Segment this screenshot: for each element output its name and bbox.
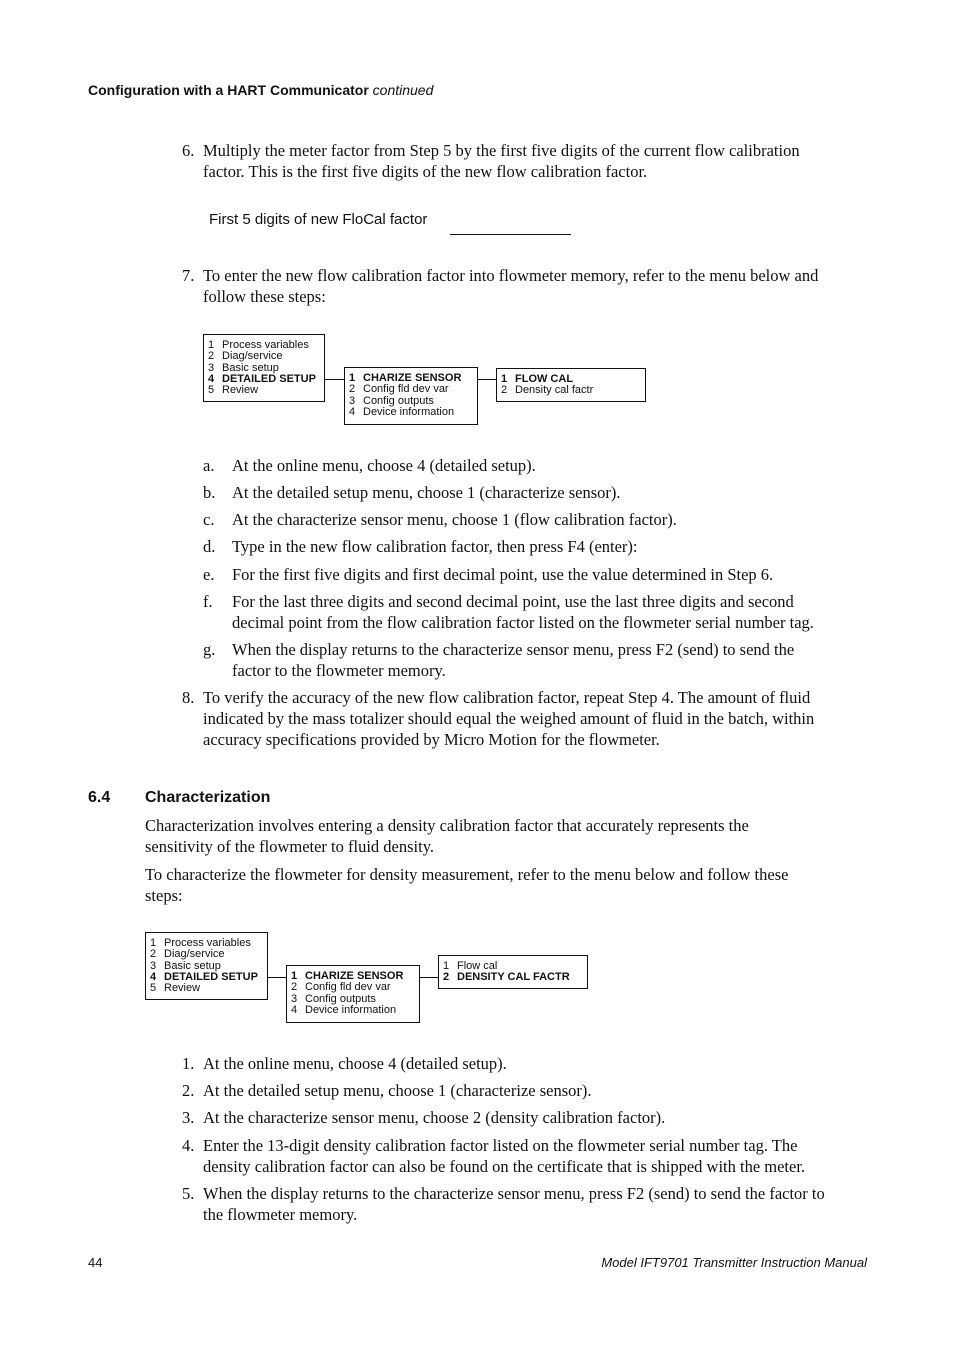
step-number: 4. <box>182 1136 195 1155</box>
step-line: factor. This is the first five digits of the new flow calibration factor. <box>203 162 648 181</box>
running-header <box>88 82 433 98</box>
detailed-setup-box <box>286 965 420 1023</box>
step-line: To enter the new flow calibration factor into flowmeter memory, refer to the menu below and <box>203 266 819 285</box>
substep-line: At the characterize sensor menu, choose 1 (flow calibration factor). <box>232 510 677 529</box>
step-number: 5. <box>182 1184 195 1203</box>
menu-item: 4 Device information <box>349 405 455 418</box>
menu-item: 2 Diag/service <box>208 350 283 363</box>
menu-item: 2 Diag/service <box>150 948 225 961</box>
menu-item: 3 Basic setup <box>208 361 279 374</box>
step-line: indicated by the mass totalizer should equal the weighed amount of fluid in the batch, within <box>203 709 815 728</box>
substep-line: At the detailed setup menu, choose 1 (characterize sensor). <box>232 483 621 502</box>
substep-line: When the display returns to the characterize sensor menu, press F2 (send) to send the <box>232 640 795 659</box>
menu-item-selected: 4 DETAILED SETUP <box>150 970 258 983</box>
menu-item-selected: 4 DETAILED SETUP <box>208 372 316 385</box>
menu-connector <box>420 977 438 978</box>
menu-item: 2 Config fld dev var <box>349 383 449 396</box>
menu-item-selected: 2 DENSITY CAL FACTR <box>443 971 570 984</box>
online-menu-box <box>145 932 268 1000</box>
online-menu-box <box>203 334 325 402</box>
step-number: 3. <box>182 1108 195 1127</box>
step-number: 7. <box>182 266 195 285</box>
menu-item-selected: 1 CHARIZE SENSOR <box>349 372 462 384</box>
manual-title: Model IFT9701 Transmitter Instruction Manual <box>601 1255 867 1270</box>
flocal-fill-label: First 5 digits of new FloCal factor <box>209 211 428 228</box>
substep-line: factor to the flowmeter memory. <box>232 661 446 680</box>
step-line: Multiply the meter factor from Step 5 by the first five digits of the current flow calibration <box>203 141 800 160</box>
menu-item: 3 Basic setup <box>150 959 221 972</box>
step-number: 2. <box>182 1081 195 1100</box>
step-number: 6. <box>182 141 195 160</box>
step-line: At the characterize sensor menu, choose 2 (density calibration factor). <box>203 1108 666 1127</box>
menu-item-selected: 1 FLOW CAL <box>501 373 574 385</box>
substep-line: At the online menu, choose 4 (detailed setup). <box>232 456 536 475</box>
substep-letter: a. <box>203 456 215 475</box>
detailed-setup-box <box>344 367 478 425</box>
substep-line: For the last three digits and second decimal point, use the last three digits and second <box>232 592 794 611</box>
section-title: Characterization <box>145 789 271 806</box>
step-line: To verify the accuracy of the new flow calibration factor, repeat Step 4. The amount of fluid <box>203 688 811 707</box>
paragraph-line: steps: <box>145 886 183 905</box>
substep-letter: g. <box>203 640 216 659</box>
menu-item: 2 Config fld dev var <box>291 981 391 994</box>
menu-item: 3 Config outputs <box>349 394 434 407</box>
charize-sensor-box <box>496 368 646 402</box>
substep-letter: e. <box>203 565 215 584</box>
menu-item: 2 Density cal factr <box>501 384 594 397</box>
substep-letter: f. <box>203 592 213 611</box>
header-title: Configuration with a HART Communicator <box>88 82 369 98</box>
substep-line: Type in the new flow calibration factor, then press F4 (enter): <box>232 537 638 556</box>
menu-connector <box>478 379 496 380</box>
substep-line: For the first five digits and first decimal point, use the value determined in Step 6. <box>232 565 774 584</box>
substep-letter: d. <box>203 537 216 556</box>
menu-item: 3 Config outputs <box>291 992 376 1005</box>
menu-connector <box>268 977 286 978</box>
step-line: At the online menu, choose 4 (detailed setup). <box>203 1054 507 1073</box>
menu-item: 5 Review <box>208 384 259 397</box>
paragraph-line: To characterize the flowmeter for density measurement, refer to the menu below and follow these <box>145 865 789 884</box>
step-number: 8. <box>182 688 195 707</box>
paragraph-line: sensitivity of the flowmeter to fluid density. <box>145 837 435 856</box>
menu-item: 1 Process variables <box>208 339 309 351</box>
menu-item: 4 Device information <box>291 1003 397 1016</box>
menu-connector <box>325 379 344 380</box>
section-paragraph-1 <box>145 815 865 857</box>
step-number: 1. <box>182 1054 195 1073</box>
step-line: density calibration factor can also be found on the certificate that is shipped with the meter. <box>203 1157 806 1176</box>
menu-item: 1 Flow cal <box>443 960 498 972</box>
substep-letter: c. <box>203 510 215 529</box>
step-line: accuracy specifications provided by Micro Motion for the flowmeter. <box>203 730 660 749</box>
menu-item: 5 Review <box>150 982 201 995</box>
step-line: Enter the 13-digit density calibration factor listed on the flowmeter serial number tag. The <box>203 1136 798 1155</box>
step-line: the flowmeter memory. <box>203 1205 358 1224</box>
section-paragraph-2 <box>145 864 865 906</box>
step-line: At the detailed setup menu, choose 1 (characterize sensor). <box>203 1081 592 1100</box>
flocal-fill-blank <box>450 234 571 235</box>
step-line: follow these steps: <box>203 287 326 306</box>
menu-item: 1 Process variables <box>150 937 251 949</box>
menu-item-selected: 1 CHARIZE SENSOR <box>291 970 404 982</box>
paragraph-line: Characterization involves entering a density calibration factor that accurately represents the <box>145 816 749 835</box>
header-continued: continued <box>372 82 434 98</box>
substep-letter: b. <box>203 483 216 502</box>
step-line: When the display returns to the characterize sensor menu, press F2 (send) to send the factor to <box>203 1184 825 1203</box>
page-number: 44 <box>88 1255 103 1270</box>
section-number: 6.4 <box>88 789 111 806</box>
substep-line: decimal point from the flow calibration factor listed on the flowmeter serial number tag. <box>232 613 814 632</box>
charize-sensor-box <box>438 955 588 989</box>
